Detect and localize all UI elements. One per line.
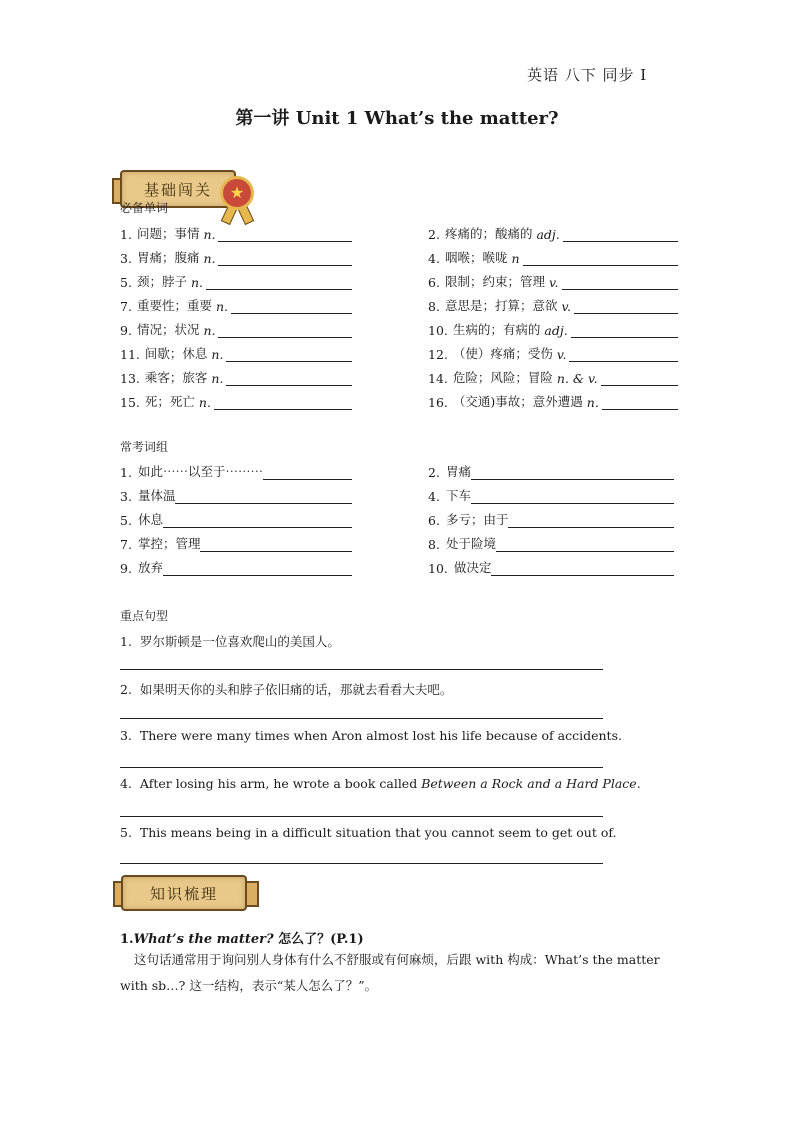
section-badge-knowledge [113, 873, 263, 913]
answer-blank[interactable] [214, 396, 352, 410]
answer-line[interactable] [120, 862, 603, 864]
answer-blank[interactable] [218, 324, 352, 338]
vocab-item: 6. 限制；约束；管理 v. [428, 272, 678, 290]
phrase-item: 10. 做决定 [428, 558, 674, 576]
answer-blank[interactable] [163, 514, 352, 528]
vocab-item: 14. 危险；风险；冒险 n. & v. [428, 368, 678, 386]
answer-blank[interactable] [226, 372, 352, 386]
vocab-item: 1. 问题；事情 n. [120, 224, 352, 242]
vocab-item: 13. 乘客；旅客 n. [120, 368, 352, 386]
answer-blank[interactable] [175, 490, 352, 504]
answer-blank[interactable] [471, 466, 674, 480]
sentence-item: 1. 罗尔斯顿是一位喜欢爬山的美国人。 [120, 634, 340, 649]
answer-line[interactable] [120, 717, 603, 719]
answer-blank[interactable] [563, 228, 678, 242]
phrase-item: 3. 量体温 [120, 486, 352, 504]
phrase-item: 6. 多亏；由于 [428, 510, 674, 528]
knowledge-item-body [120, 947, 680, 999]
phrase-item: 5. 休息 [120, 510, 352, 528]
phrase-item: 2. 胃痛 [428, 462, 674, 480]
answer-blank[interactable] [471, 490, 674, 504]
vocab-item: 15. 死；死亡 n. [120, 392, 352, 410]
phrase-item: 8. 处于险境 [428, 534, 674, 552]
answer-line[interactable] [120, 668, 603, 670]
vocab-item: 8. 意思是；打算；意欲 v. [428, 296, 678, 314]
section-badge-basics [112, 168, 262, 228]
answer-blank[interactable] [163, 562, 352, 576]
phrase-item: 9. 放弃 [120, 558, 352, 576]
sentence-item: 5. This means being in a difficult situation that you cannot seem to get out of. [120, 825, 617, 840]
phrase-item: 1. 如此⋯⋯以至于⋯⋯⋯ [120, 462, 352, 480]
knowledge-item-title: 1.What’s the matter? 怎么了？(P.1) [120, 932, 364, 947]
vocab-item: 7. 重要性；重要 n. [120, 296, 352, 314]
vocab-item: 16. （交通)事故；意外遭遇 n. [428, 392, 678, 410]
ribbon-right-end [245, 881, 259, 907]
answer-blank[interactable] [571, 324, 678, 338]
sentence-item: 2. 如果明天你的头和脖子依旧痛的话，那就去看看大夫吧。 [120, 682, 453, 697]
star-icon: ★ [229, 183, 245, 202]
vocab-item: 3. 胃痛；腹痛 n. [120, 248, 352, 266]
answer-blank[interactable] [569, 348, 678, 362]
section-subtitle-phrases: 常考词组 [120, 440, 169, 454]
answer-blank[interactable] [523, 252, 678, 266]
vocab-item: 2. 疼痛的；酸痛的 adj. [428, 224, 678, 242]
body-line: 这句话通常用于询问别人身体有什么不舒服或有何麻烦，后跟 with 构成：What’s the matter [134, 952, 660, 967]
answer-blank[interactable] [206, 276, 352, 290]
book-title: Between a Rock and a Hard Place [421, 776, 637, 791]
vocab-item: 12. （使）疼痛；受伤 v. [428, 344, 678, 362]
section-subtitle-words: 必备单词 [120, 201, 169, 215]
vocab-item: 10. 生病的；有病的 adj. [428, 320, 678, 338]
answer-blank[interactable] [574, 300, 678, 314]
badge-ribbon [121, 875, 247, 911]
page-title: 第一讲 Unit 1 What’s the matter? [235, 108, 559, 129]
sentence-item: 4. After losing his arm, he wrote a book called Between a Rock and a Hard Place. [120, 776, 641, 791]
answer-blank[interactable] [496, 538, 674, 552]
badge-label: 基础闯关 [143, 180, 212, 199]
phrase-item: 7. 掌控；管理 [120, 534, 352, 552]
answer-blank[interactable] [562, 276, 678, 290]
answer-blank[interactable] [263, 466, 352, 480]
answer-blank[interactable] [601, 372, 678, 386]
answer-blank[interactable] [200, 538, 352, 552]
answer-line[interactable] [120, 815, 603, 817]
vocab-item: 4. 咽喉；喉咙 n [428, 248, 678, 266]
answer-blank[interactable] [508, 514, 674, 528]
answer-blank[interactable] [491, 562, 674, 576]
answer-blank[interactable] [231, 300, 352, 314]
phrase-item: 4. 下车 [428, 486, 674, 504]
medal-icon [220, 176, 254, 210]
subject-header: 英语 八下 同步 I [527, 66, 648, 84]
answer-blank[interactable] [218, 228, 352, 242]
body-line: with sb…? 这一结构，表示“某人怎么了？”。 [120, 978, 378, 993]
answer-blank[interactable] [226, 348, 352, 362]
vocab-item: 5. 颈；脖子 n. [120, 272, 352, 290]
vocab-item: 9. 情况；状况 n. [120, 320, 352, 338]
sentence-item: 3. There were many times when Aron almost lost his life because of accidents. [120, 728, 622, 743]
answer-line[interactable] [120, 766, 603, 768]
badge-label: 知识梳理 [149, 884, 218, 903]
answer-blank[interactable] [602, 396, 678, 410]
vocab-item: 11. 间歇；休息 n. [120, 344, 352, 362]
section-subtitle-sentences: 重点句型 [120, 609, 169, 623]
answer-blank[interactable] [218, 252, 352, 266]
